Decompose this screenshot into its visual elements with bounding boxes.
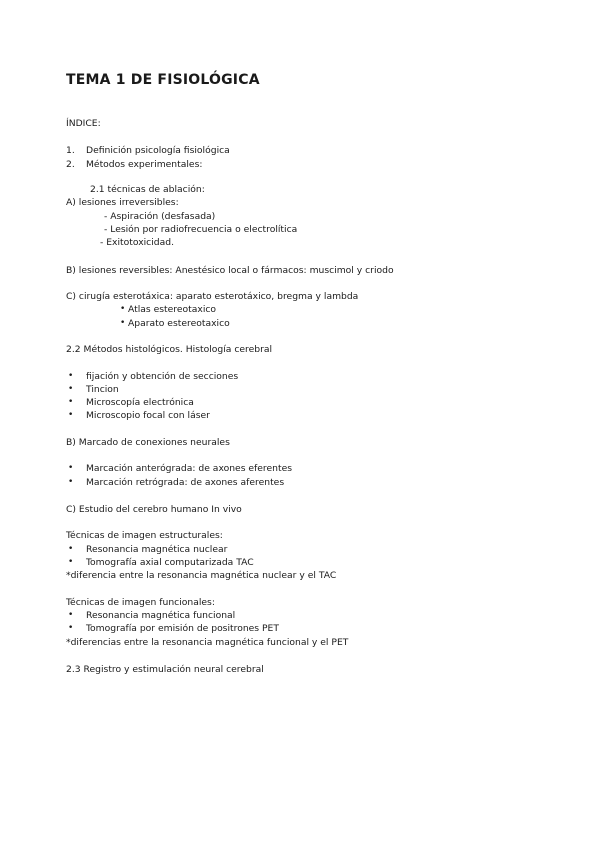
list-number: 1. — [66, 145, 75, 156]
bullet: • — [120, 318, 126, 328]
list-item: Microscopio focal con láser — [86, 410, 210, 421]
list-item: Atlas estereotaxico — [128, 304, 217, 315]
bullet: • — [68, 384, 74, 394]
section-heading: 2.2 Métodos histológicos. Histología cerebral — [66, 344, 273, 355]
bullet: • — [68, 557, 74, 567]
bullet: • — [68, 623, 74, 633]
text-line: A) lesiones irreversibles: — [66, 197, 179, 208]
bullet: • — [68, 397, 74, 407]
bullet: • — [68, 371, 74, 381]
subheading: Técnicas de imagen estructurales: — [66, 530, 223, 541]
list-item: fijación y obtención de secciones — [86, 371, 239, 382]
list-item: Marcación anterógrada: de axones eferentes — [86, 463, 293, 474]
list-item: Aparato estereotaxico — [128, 318, 230, 329]
index-heading: ÍNDICE: — [66, 118, 101, 129]
note: *diferencia entre la resonancia magnética nuclear y el TAC — [66, 570, 337, 581]
bullet: • — [68, 610, 74, 620]
list-item: Microscopía electrónica — [86, 397, 194, 408]
note: *diferencias entre la resonancia magnética funcional y el PET — [66, 637, 349, 648]
section-heading: B) Marcado de conexiones neurales — [66, 437, 230, 448]
section-heading: 2.3 Registro y estimulación neural cerebral — [66, 664, 264, 675]
subheading: Técnicas de imagen funcionales: — [66, 597, 215, 608]
bullet: • — [68, 544, 74, 554]
document-title: TEMA 1 DE FISIOLÓGICA — [66, 72, 260, 88]
list-item: Métodos experimentales: — [86, 159, 203, 170]
bullet: • — [120, 304, 126, 314]
text-line: C) cirugía esterotáxica: aparato esterotáxico, bregma y lambda — [66, 291, 359, 302]
list-item: Tomografía axial computarizada TAC — [86, 557, 254, 568]
bullet: • — [68, 410, 74, 420]
list-item: Definición psicología fisiológica — [86, 145, 230, 156]
bullet: • — [68, 477, 74, 487]
text-line: - Lesión por radiofrecuencia o electrolítica — [104, 224, 298, 235]
list-item: Resonancia magnética nuclear — [86, 544, 228, 555]
bullet: • — [68, 463, 74, 473]
list-item: Resonancia magnética funcional — [86, 610, 236, 621]
section-heading: C) Estudio del cerebro humano In vivo — [66, 504, 242, 515]
text-line: - Aspiración (desfasada) — [104, 211, 216, 222]
list-item: Marcación retrógrada: de axones aferentes — [86, 477, 285, 488]
list-number: 2. — [66, 159, 75, 170]
section-heading: 2.1 técnicas de ablación: — [90, 184, 205, 195]
list-item: Tomografía por emisión de positrones PET — [86, 623, 279, 634]
text-line: - Exitotoxicidad. — [100, 237, 175, 248]
list-item: Tincion — [86, 384, 119, 395]
text-line: B) lesiones reversibles: Anestésico local o fármacos: muscimol y criodo — [66, 265, 394, 276]
